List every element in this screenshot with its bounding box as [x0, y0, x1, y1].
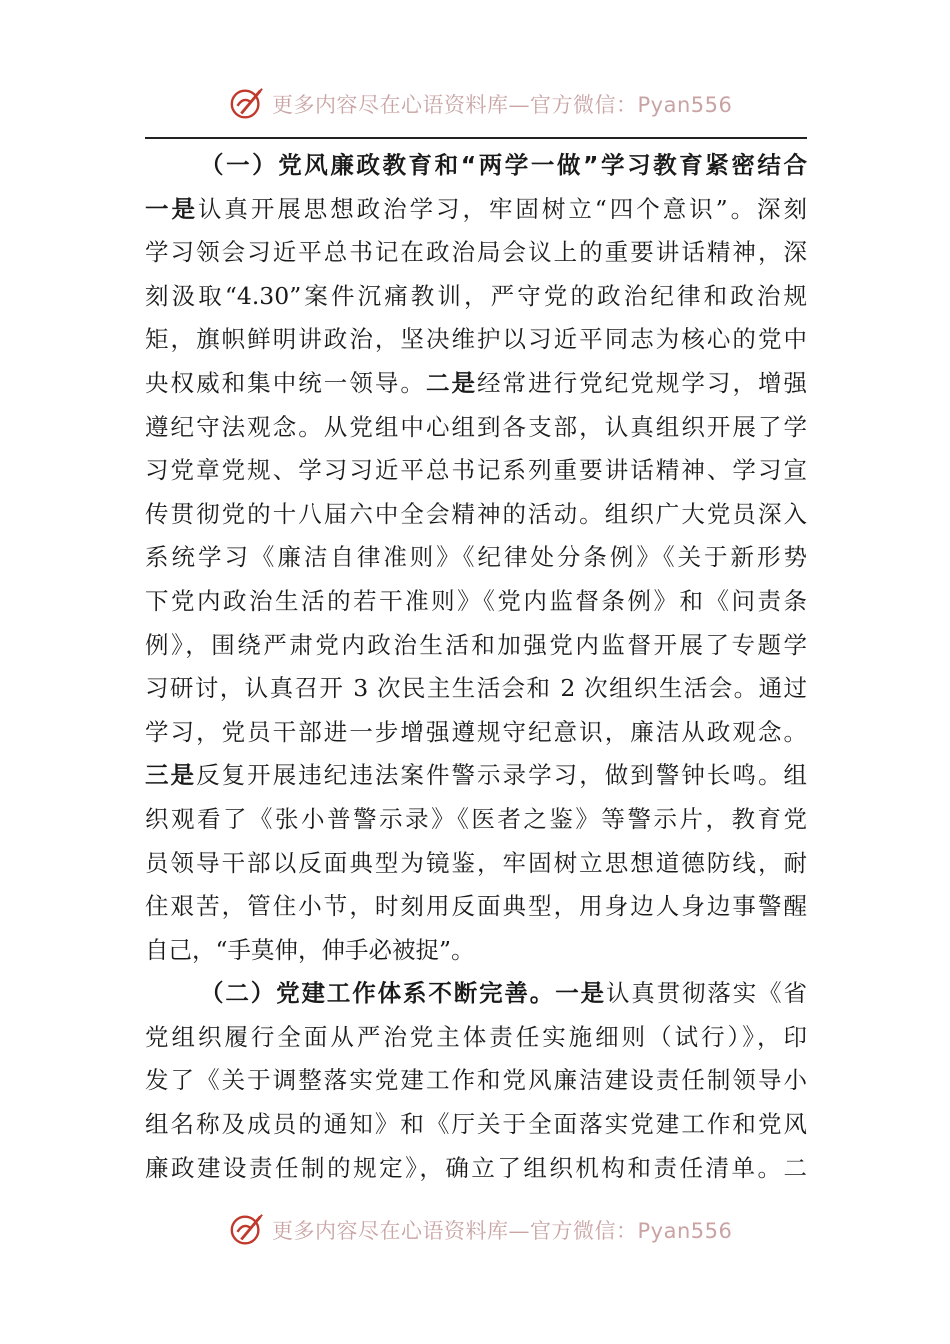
text-line: 一是认真开展思想政治学习，牢固树立“四个意识”。深刻 [145, 194, 807, 223]
document-body [145, 144, 807, 1190]
text-line: 系统学习《廉洁自律准则》《纪律处分条例》《关于新形势 [145, 543, 807, 572]
footer-brand-text: 更多内容尽在心语资料库—官方微信：Pyan556 [272, 1219, 733, 1243]
text-line: 传贯彻党的十八届六中全会精神的活动。组织广大党员深入 [145, 499, 807, 528]
text-line: 刻汲取“4.30”案件沉痛教训，严守党的政治纪律和政治规 [145, 281, 807, 310]
text-line: 学习领会习近平总书记在政治局会议上的重要讲话精神，深 [145, 238, 807, 267]
text-line: 自己，“手莫伸，伸手必被捉”。 [145, 935, 475, 964]
text-line: 矩，旗帜鲜明讲政治，坚决维护以习近平同志为核心的党中 [145, 325, 807, 354]
text-line: 下党内政治生活的若干准则》《党内监督条例》和《问责条 [145, 586, 807, 615]
section-heading-1: （一）党风廉政教育和“两学一做”学习教育紧密结合 [200, 151, 807, 179]
text-line: 党组织履行全面从严治党主体责任实施细则（试行）》，印 [145, 1022, 807, 1051]
header-divider [145, 137, 807, 139]
brand-logo-icon [228, 1211, 266, 1249]
header-brand-text: 更多内容尽在心语资料库—官方微信：Pyan556 [272, 93, 733, 117]
text-line: 央权威和集中统一领导。二是经常进行党纪党规学习，增强 [145, 368, 807, 397]
text-line: 习研讨，认真召开 3 次民主生活会和 2 次组织生活会。通过 [145, 674, 807, 703]
footer-wechat-id: Pyan556 [637, 1219, 733, 1243]
text-line: 廉政建设责任制的规定》，确立了组织机构和责任清单。二 [145, 1153, 807, 1182]
text-line: 例》，围绕严肃党内政治生活和加强党内监督开展了专题学 [145, 630, 807, 659]
text-line: 三是反复开展违纪违法案件警示录学习，做到警钟长鸣。组 [145, 761, 807, 790]
page-footer [228, 1208, 732, 1252]
text-line: 员领导干部以反面典型为镜鉴，牢固树立思想道德防线，耐 [145, 848, 807, 877]
text-line: 发了《关于调整落实党建工作和党风廉洁建设责任制领导小 [145, 1066, 807, 1095]
page-header [228, 82, 732, 126]
text-line: 织观看了《张小普警示录》《医者之鉴》等警示片，教育党 [145, 804, 807, 833]
text-line: 住艰苦，管住小节，时刻用反面典型，用身边人身边事警醒 [145, 892, 807, 921]
section-heading-2: （二）党建工作体系不断完善。一是认真贯彻落实《省 [200, 979, 807, 1008]
header-wechat-id: Pyan556 [637, 93, 733, 117]
text-line: 遵纪守法观念。从党组中心组到各支部，认真组织开展了学 [145, 412, 807, 441]
text-line: 组名称及成员的通知》和《厅关于全面落实党建工作和党风 [145, 1110, 807, 1139]
text-line: 习党章党规、学习习近平总书记系列重要讲话精神、学习宣 [145, 456, 807, 485]
text-line: 学习，党员干部进一步增强遵规守纪意识，廉洁从政观念。 [145, 717, 807, 746]
brand-logo-icon [228, 85, 266, 123]
